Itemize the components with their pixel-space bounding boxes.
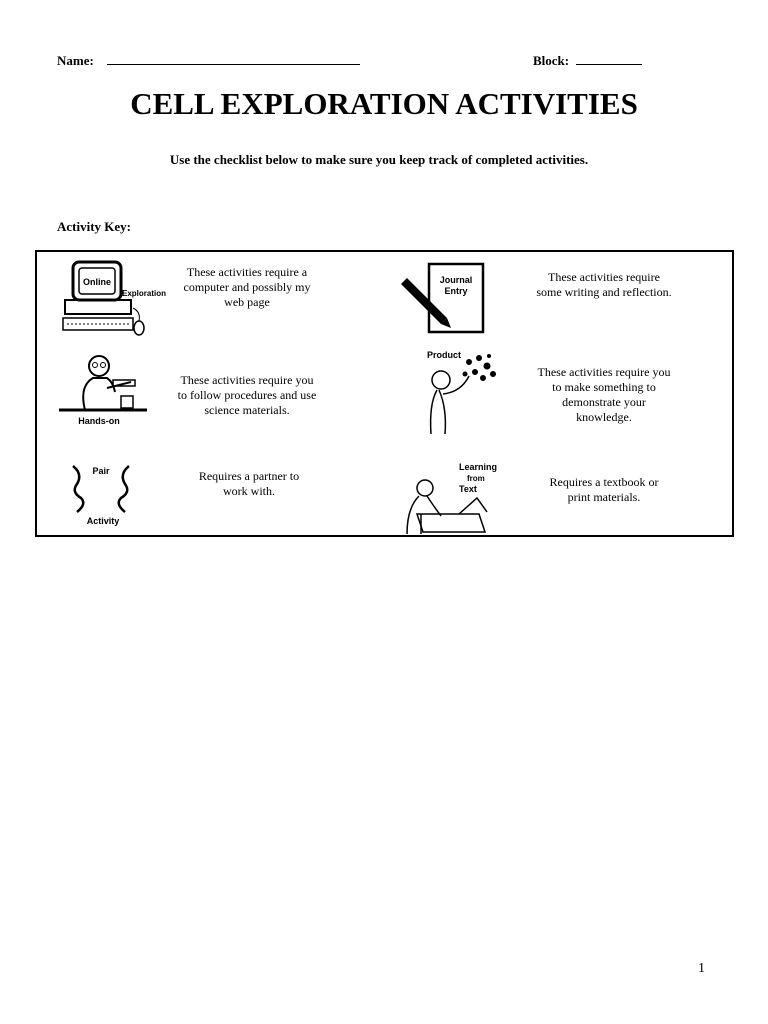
icon-text-entry: Entry [444, 286, 468, 296]
icon-text-online: Online [82, 277, 112, 287]
icon-text-from: from [467, 474, 485, 483]
page-number: 1 [698, 961, 705, 976]
activity-desc-text: Requires a textbook or print materials. [549, 475, 659, 504]
learning-from-text-icon [401, 458, 511, 538]
activity-desc-journal: These activities require some writing and reflection. [536, 270, 672, 299]
page-title: CELL EXPLORATION ACTIVITIES [130, 86, 638, 121]
icon-text-pair: Pair [92, 466, 110, 476]
instructions-text: Use the checklist below to make sure you keep track of completed activities. [169, 152, 589, 167]
icon-text-hands-on: Hands-on [78, 416, 120, 426]
block-label: Block: [533, 53, 570, 68]
product-icon [417, 348, 517, 438]
icon-text-product: Product [427, 350, 462, 360]
icon-text-text: Text [459, 484, 477, 494]
journal-entry-icon [395, 260, 495, 340]
block-field-row [533, 53, 642, 69]
activity-desc-pair: Requires a partner to work with. [198, 469, 300, 498]
icon-text-journal: Journal [439, 275, 473, 285]
activity-desc-hands-on: These activities require you to follow procedures and use science materials. [177, 373, 317, 417]
activity-desc-online: These activities require a computer and possibly my web page [183, 265, 311, 309]
icon-text-exploration: Exploration [121, 289, 167, 298]
hands-on-icon [55, 352, 155, 430]
pair-activity-icon [67, 460, 137, 530]
icon-text-learning: Learning [459, 462, 498, 472]
name-field-row [57, 53, 360, 69]
activity-key-label: Activity Key: [57, 219, 132, 234]
block-blank-line[interactable] [576, 53, 642, 65]
name-blank-line[interactable] [107, 53, 360, 65]
online-exploration-icon [59, 260, 169, 340]
activity-desc-product: These activities require you to make something to demonstrate your knowledge. [537, 365, 671, 424]
activity-key-box [35, 250, 734, 537]
name-label: Name: [57, 53, 94, 68]
icon-text-activity: Activity [86, 516, 120, 526]
